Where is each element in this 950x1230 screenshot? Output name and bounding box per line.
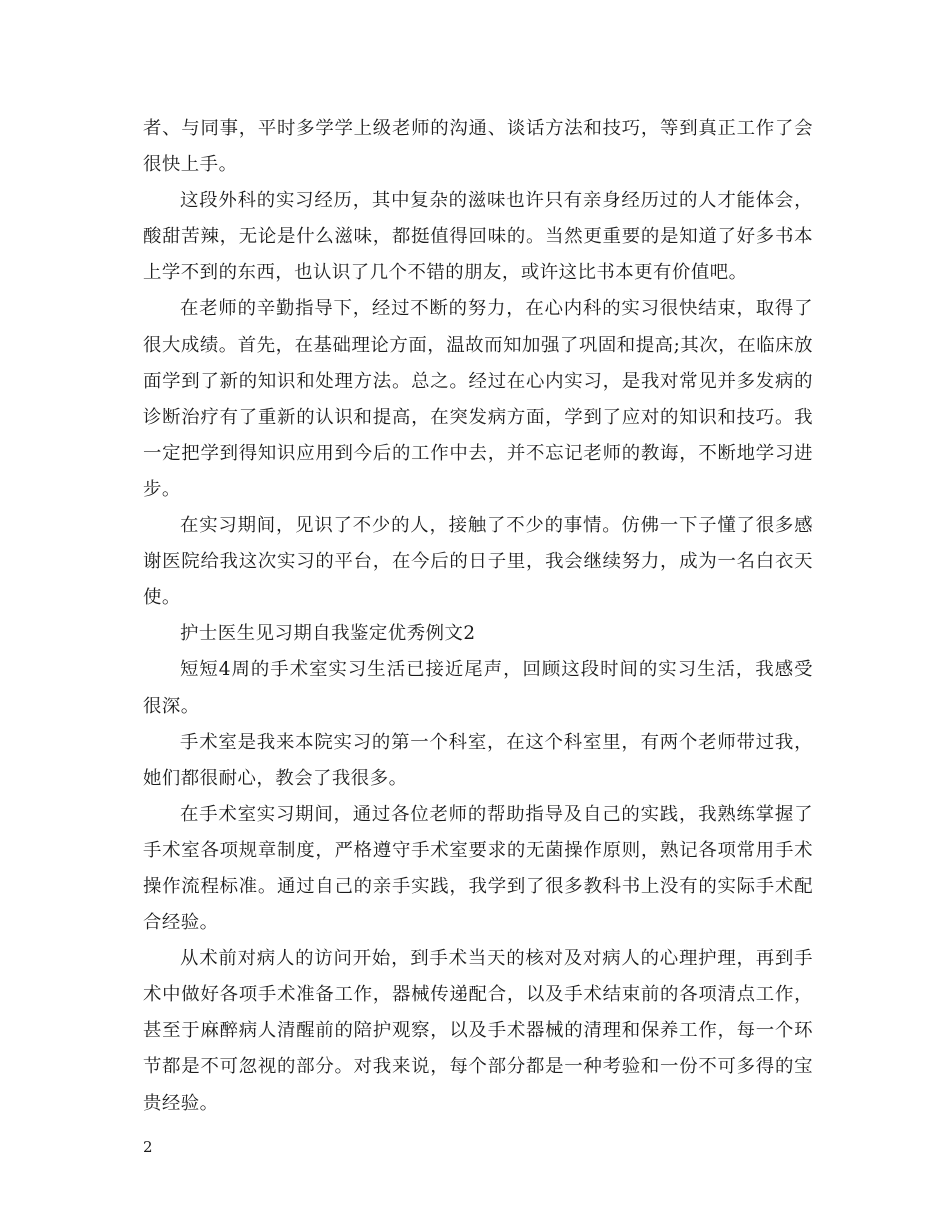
body-text <box>143 111 813 1122</box>
paragraph: 在实习期间，见识了不少的人，接触了不少的事情。仿佛一下子懂了很多感谢医院给我这次实习的平台，在今后的日子里，我会继续努力，成为一名白衣天使。 <box>143 515 813 609</box>
paragraph: 从术前对病人的访问开始，到手术当天的核对及对病人的心理护理，再到手术中做好各项手术准备工作，器械传递配合，以及手术结束前的各项清点工作，甚至于麻醉病人清醒前的陪护观察，以及手术器械的清理和保养工作，每一个环节都是不可忽视的部分。对我来说，每个部分都是一种考验和一份不可多得的宝贵经验。 <box>143 948 813 1114</box>
paragraph: 在手术室实习期间，通过各位老师的帮助指导及自己的实践，我熟练掌握了手术室各项规章制度，严格遵守手术室要求的无菌操作原则，熟记各项常用手术操作流程标准。通过自己的亲手实践，我学到了很多教科书上没有的实际手术配合经验。 <box>143 803 813 934</box>
page-number: 2 <box>143 1138 153 1156</box>
paragraph: 在老师的辛勤指导下，经过不断的努力，在心内科的实习很快结束，取得了很大成绩。首先，在基础理论方面，温故而知加强了巩固和提高;其次，在临床放面学到了新的知识和处理方法。总之。经过在心内实习，是我对常见并多发病的诊断治疗有了重新的认识和提高，在突发病方面，学到了应对的知识和技巧。我一定把学到得知识应用到今后的工作中去，并不忘记老师的教诲，不断地学习进步。 <box>143 298 813 500</box>
paragraph: 这段外科的实习经历，其中复杂的滋味也许只有亲身经历过的人才能体会，酸甜苦辣，无论是什么滋味，都挺值得回味的。当然更重要的是知道了好多书本上学不到的东西，也认识了几个不错的朋友，或许这比书本更有价值吧。 <box>143 190 813 284</box>
paragraph: 短短4周的手术室实习生活已接近尾声，回顾这段时间的实习生活，我感受很深。 <box>143 659 813 717</box>
paragraph: 手术室是我来本院实习的第一个科室，在这个科室里，有两个老师带过我，她们都很耐心，教会了我很多。 <box>143 731 813 789</box>
section-heading: 护士医生见习期自我鉴定优秀例文2 <box>180 623 476 645</box>
paragraph: 者、与同事，平时多学学上级老师的沟通、谈话方法和技巧，等到真正工作了会很快上手。 <box>143 118 813 176</box>
